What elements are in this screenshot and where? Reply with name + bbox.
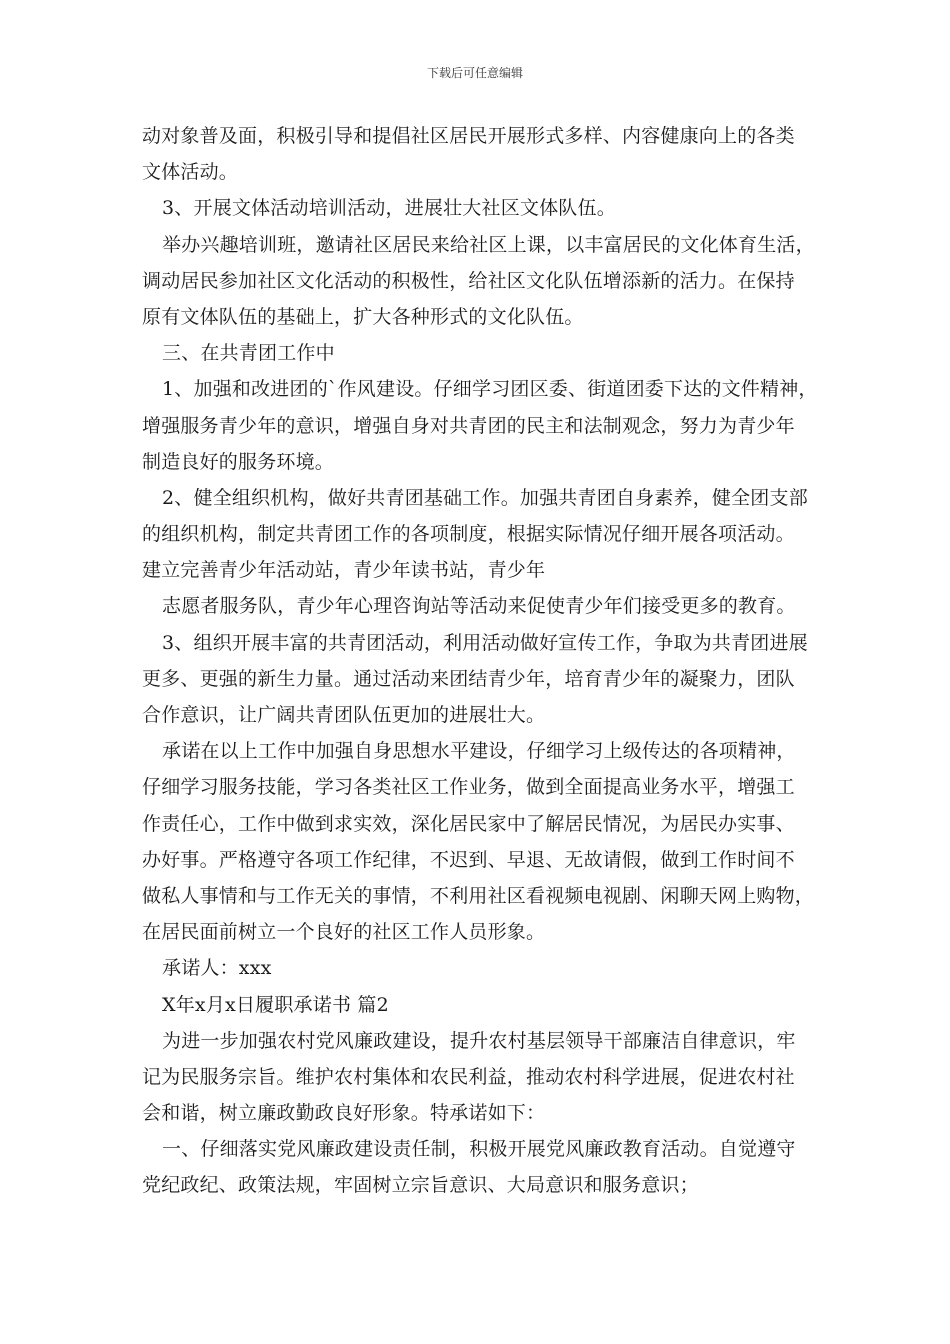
text-line: 仔细学习服务技能，学习各类社区工作业务，做到全面提高业务水平，增强工	[142, 776, 795, 799]
text-line: 合作意识，让广阔共青团队伍更加的进展壮大。	[142, 704, 546, 726]
text-line: 志愿者服务队，青少年心理咨询站等活动来促使青少年们接受更多的教育。	[162, 595, 796, 618]
text-line: 一、仔细落实党风廉政建设责任制，积极开展党风廉政教育活动。自觉遵守	[162, 1138, 796, 1161]
text-line: X年x月x日履职承诺书 篇2	[162, 993, 389, 1016]
text-line: 承诺人：xxx	[162, 957, 272, 980]
text-line: 承诺在以上工作中加强自身思想水平建设，仔细学习上级传达的各项精神，	[162, 740, 796, 763]
text-line: 建立完善青少年活动站，青少年读书站，青少年	[142, 559, 546, 582]
text-line: 制造良好的服务环境。	[142, 450, 335, 473]
text-line: 更多、更强的新生力量。通过活动来团结青少年，培育青少年的凝聚力，团队	[142, 667, 795, 690]
text-line: 记为民服务宗旨。维护农村集体和农民利益，推动农村科学进展，促进农村社	[142, 1065, 795, 1088]
text-line: 举办兴趣培训班，邀请社区居民来给社区上课，以丰富居民的文化体育生活，	[162, 233, 815, 256]
text-line: 做私人事情和与工作无关的事情，不利用社区看视频电视剧、闲聊天网上购物，	[142, 884, 815, 907]
text-line: 增强服务青少年的意识，增强自身对共青团的民主和法制观念，努力为青少年	[142, 414, 795, 437]
text-line: 动对象普及面，积极引导和提倡社区居民开展形式多样、内容健康向上的各类	[142, 125, 795, 147]
page-header: 下载后可任意编辑	[426, 66, 523, 80]
text-line: 2、健全组织机构，做好共青团基础工作。加强共青团自身素养，健全团支部	[162, 486, 808, 509]
document-body	[142, 118, 818, 1204]
text-line: 原有文体队伍的基础上，扩大各种形式的文化队伍。	[142, 305, 584, 328]
text-line: 三、在共青团工作中	[162, 342, 335, 365]
text-line: 的组织机构，制定共青团工作的各项制度，根据实际情况仔细开展各项活动。	[142, 523, 795, 546]
text-line: 1、加强和改进团的`作风建设。仔细学习团区委、街道团委下达的文件精神，	[162, 378, 818, 401]
text-line: 调动居民参加社区文化活动的积极性，给社区文化队伍增添新的活力。在保持	[142, 269, 795, 292]
text-line: 文体活动。	[142, 161, 239, 184]
text-line: 为进一步加强农村党风廉政建设，提升农村基层领导干部廉洁自律意识，牢	[162, 1029, 796, 1052]
text-line: 3、组织开展丰富的共青团活动，利用活动做好宣传工作，争取为共青团进展	[162, 631, 808, 654]
text-line: 办好事。严格遵守各项工作纪律，不迟到、早退、无故请假，做到工作时间不	[142, 848, 795, 871]
text-line: 党纪政纪、政策法规，牢固树立宗旨意识、大局意识和服务意识；	[142, 1174, 699, 1197]
text-line: 作责任心，工作中做到求实效，深化居民家中了解居民情况，为居民办实事、	[142, 812, 795, 835]
text-line: 3、开展文体活动培训活动，进展壮大社区文体队伍。	[162, 197, 616, 220]
text-line: 会和谐，树立廉政勤政良好形象。特承诺如下：	[142, 1102, 546, 1125]
text-line: 在居民面前树立一个良好的社区工作人员形象。	[142, 921, 546, 944]
